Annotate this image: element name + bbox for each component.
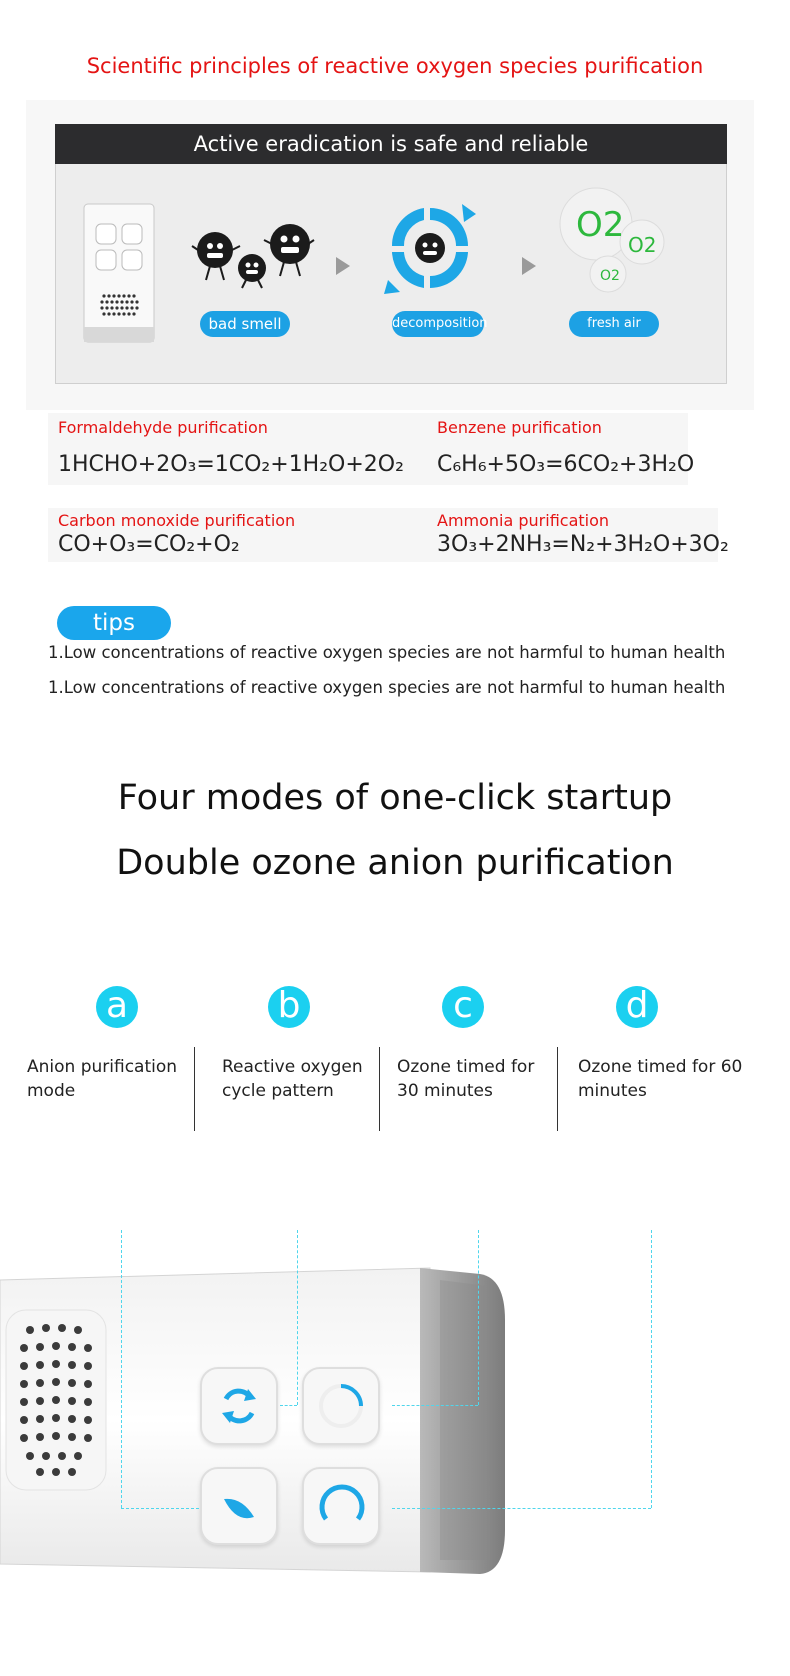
section-title: Scientific principles of reactive oxygen species purification	[86, 54, 704, 78]
oxygen-label: O2	[600, 268, 620, 284]
oxygen-label: O2	[576, 205, 625, 245]
step-label-decomposition: decomposition	[392, 311, 484, 337]
formula-equation: 1HCHO+2O₃=1CO₂+1H₂O+2O₂	[58, 452, 404, 477]
formula-label: Formaldehyde purification	[58, 418, 268, 437]
timer-full-icon	[304, 1469, 378, 1543]
mode-description-a: Anion purification mode	[27, 1057, 178, 1101]
headline-line-1: Four modes of one-click startup	[117, 778, 673, 818]
leaf-icon	[202, 1469, 276, 1543]
mode-badge-c: c	[442, 986, 484, 1028]
step-label-bad-smell: bad smell	[200, 311, 290, 337]
leader-line	[121, 1230, 122, 1508]
formula-label: Ammonia purification	[437, 511, 610, 530]
leader-line	[297, 1230, 298, 1405]
timer-30-button[interactable]	[302, 1367, 380, 1445]
anion-mode-button[interactable]	[200, 1467, 278, 1545]
panel-title: Active eradication is safe and reliable	[193, 132, 589, 156]
divider	[379, 1047, 380, 1131]
decomposition-cycle-icon	[380, 200, 480, 295]
mode-badge-b: b	[268, 986, 310, 1028]
step-label-fresh-air: fresh air	[569, 311, 659, 337]
leader-line	[280, 1405, 297, 1406]
arrow-right-icon	[336, 257, 350, 275]
mode-description-d: Ozone timed for 60 minutes	[578, 1057, 743, 1101]
leader-line	[121, 1508, 199, 1509]
tip-note: 1.Low concentrations of reactive oxygen species are not harmful to human health	[48, 643, 726, 662]
tip-note: 1.Low concentrations of reactive oxygen species are not harmful to human health	[48, 678, 726, 697]
formula-label: Carbon monoxide purification	[58, 511, 296, 530]
mode-badge-a: a	[96, 986, 138, 1028]
leader-line	[392, 1405, 478, 1406]
cycle-mode-button[interactable]	[200, 1367, 278, 1445]
mode-badge-d: d	[616, 986, 658, 1028]
device-illustration	[82, 202, 156, 344]
timer-half-icon	[304, 1369, 378, 1443]
leader-line	[392, 1508, 651, 1509]
panel-header	[55, 124, 727, 164]
arrow-right-icon	[522, 257, 536, 275]
cycle-icon	[202, 1369, 276, 1443]
formula-equation: CO+O₃=CO₂+O₂	[58, 532, 240, 557]
germ-icon	[190, 220, 315, 290]
mode-description-b: Reactive oxygen cycle pattern	[222, 1057, 363, 1101]
formula-label: Benzene purification	[437, 418, 602, 437]
leader-line	[478, 1230, 479, 1405]
divider	[557, 1047, 558, 1131]
timer-60-button[interactable]	[302, 1467, 380, 1545]
leader-line	[651, 1230, 652, 1508]
formula-equation: 3O₃+2NH₃=N₂+3H₂O+3O₂	[437, 532, 729, 557]
formula-equation: C₆H₆+5O₃=6CO₂+3H₂O	[437, 452, 695, 477]
mode-description-c: Ozone timed for 30 minutes	[397, 1057, 535, 1101]
divider	[194, 1047, 195, 1131]
tips-badge: tips	[57, 606, 171, 640]
oxygen-label: O2	[628, 233, 657, 257]
headline-line-2: Double ozone anion purification	[116, 843, 674, 883]
